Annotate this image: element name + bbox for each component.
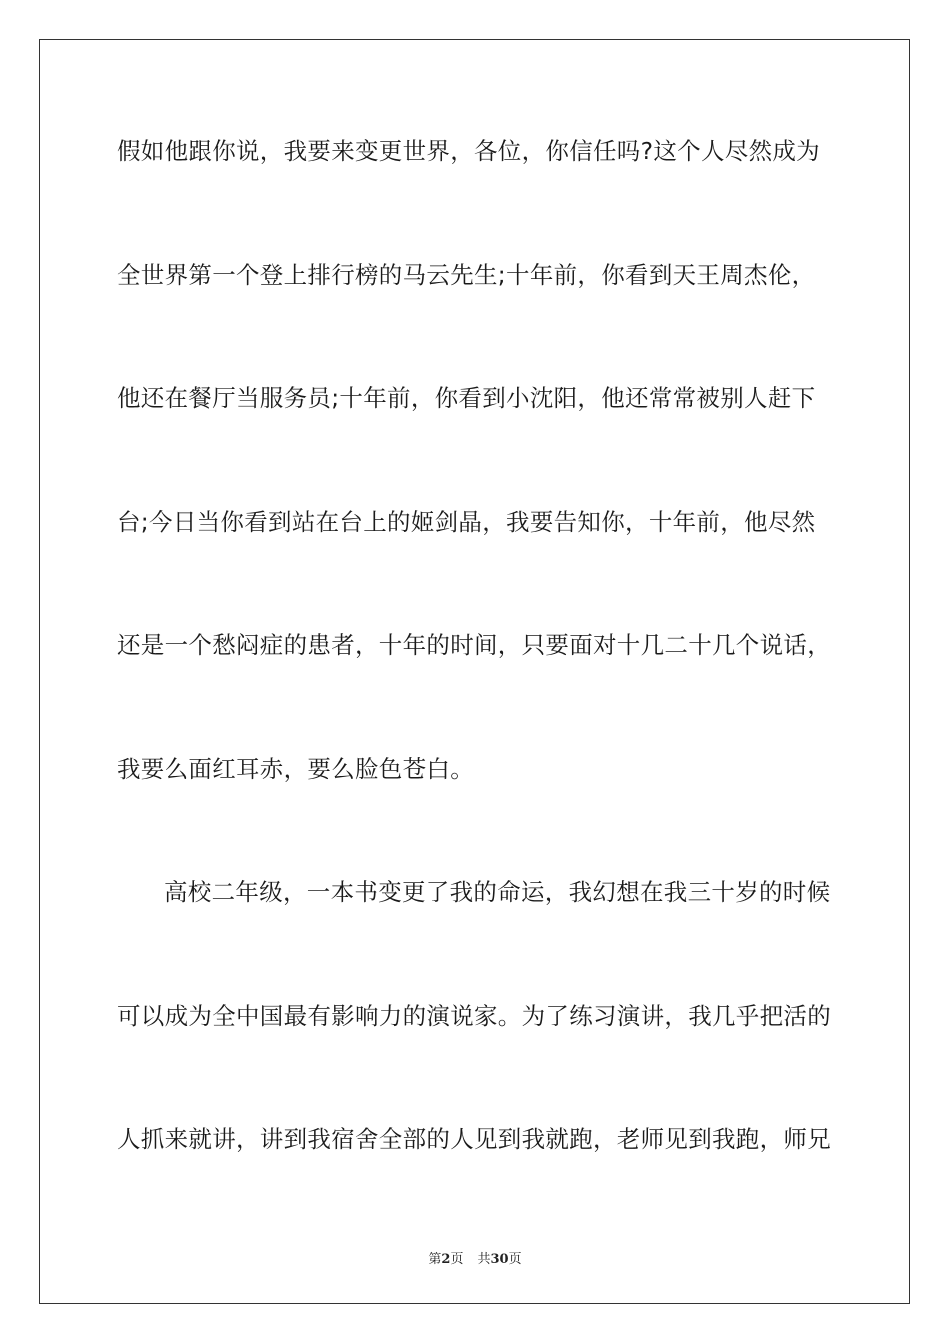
text-line-7: 高校二年级，一本书变更了我的命运，我幻想在我三十岁的时候 xyxy=(164,878,831,906)
total-pages: 30 xyxy=(490,1252,509,1267)
text-line-3: 他还在餐厅当服务员;十年前，你看到小沈阳，他还常常被别人赶下 xyxy=(117,384,816,412)
total-prefix: 共 xyxy=(477,1252,491,1267)
text-line-4: 台;今日当你看到站在台上的姬剑晶，我要告知你，十年前，他尽然 xyxy=(117,508,816,536)
page-prefix: 第 xyxy=(428,1252,442,1267)
page-number: 2 xyxy=(441,1252,451,1267)
page-footer xyxy=(0,1248,950,1267)
page-border xyxy=(39,39,910,1304)
text-line-1: 假如他跟你说，我要来变更世界，各位，你信任吗?这个人尽然成为 xyxy=(117,137,820,165)
text-line-6: 我要么面红耳赤，要么脸色苍白。 xyxy=(117,755,474,783)
total-suffix: 页 xyxy=(508,1252,522,1267)
text-line-2: 全世界第一个登上排行榜的马云先生;十年前，你看到天王周杰伦， xyxy=(117,261,816,289)
text-line-8: 可以成为全中国最有影响力的演说家。为了练习演讲，我几乎把活的 xyxy=(117,1002,831,1030)
text-line-9: 人抓来就讲，讲到我宿舍全部的人见到我就跑，老师见到我跑，师兄 xyxy=(117,1125,831,1153)
page-suffix: 页 xyxy=(450,1252,464,1267)
text-line-5: 还是一个愁闷症的患者，十年的时间，只要面对十几二十几个说话， xyxy=(117,631,831,659)
